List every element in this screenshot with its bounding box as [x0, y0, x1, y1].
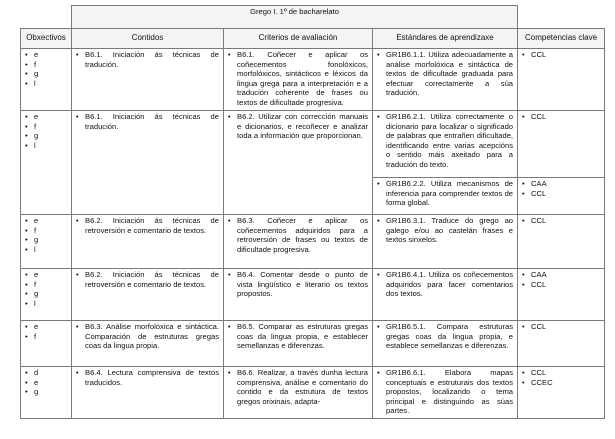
criteria [228, 216, 368, 254]
table-body [21, 49, 605, 419]
objectives-cell [21, 321, 72, 367]
bullet-icon: • [228, 270, 231, 279]
curriculum-table [20, 5, 605, 419]
list-item [25, 122, 67, 132]
list-item-text: CCL [531, 322, 547, 331]
criteria [228, 50, 368, 108]
content-text: B6.1. Iniciación ás técnicas de tradución. [85, 50, 219, 69]
list-item [25, 245, 67, 255]
bullet-icon: • [25, 289, 28, 299]
list-item [25, 378, 67, 388]
list-item-text: d [34, 368, 39, 377]
standard [377, 216, 513, 245]
objectives-list [25, 270, 67, 308]
content-text: B6.4. Lectura comprensiva de textos traducidos. [85, 368, 219, 387]
table-title: Grego I. 1º de bacharelato [72, 6, 518, 29]
list-item [25, 332, 67, 342]
contents-cell [72, 367, 224, 419]
list-item-text: l [34, 244, 36, 254]
list-item [228, 270, 368, 299]
list-item [228, 112, 368, 141]
bullet-icon: • [377, 322, 380, 331]
contents-cell [72, 321, 224, 367]
list-item-text: CCEC [531, 377, 553, 387]
header-objectives: Obxectivos [21, 29, 72, 49]
standard-text: GR1B6.5.1. Compara estruturas gregas coas da lingua propia, e establece semellanzas e diferenzas. [386, 322, 514, 351]
bullet-icon: • [76, 216, 79, 225]
list-item [522, 368, 600, 378]
bullet-icon: • [377, 112, 380, 121]
contents-cell [72, 49, 224, 111]
list-item [522, 270, 600, 280]
competences-cell [518, 269, 605, 321]
criteria-cell [224, 367, 373, 419]
competences-cell [518, 49, 605, 111]
standard-cell [373, 367, 518, 419]
list-item [25, 368, 67, 378]
bullet-icon: • [25, 270, 28, 279]
criteria-cell [224, 49, 373, 111]
list-item-text: f [34, 121, 37, 131]
list-item-text: g [34, 131, 39, 141]
standard [377, 322, 513, 351]
content-text: B6.2. Iniciación ás técnicas de retroversión e comentario de textos. [85, 270, 219, 289]
list-item [228, 50, 368, 108]
list-item [228, 368, 368, 406]
list-item [228, 322, 368, 351]
list-item [25, 226, 67, 236]
criteria-text: B6.3. Coñecer e aplicar os coñecementos adquiridos para a retroversión de frases ou textos de dificultade progresiva. [237, 216, 368, 254]
list-item-text: f [34, 331, 37, 341]
list-item [522, 112, 600, 122]
standard-cell [373, 49, 518, 111]
title-spacer [518, 6, 605, 29]
bullet-icon: • [377, 270, 380, 279]
list-item [25, 60, 67, 70]
list-item-text: CAA [531, 179, 547, 188]
list-item-text: CCL [531, 216, 547, 225]
bullet-icon: • [76, 112, 79, 121]
list-item-text: CCL [531, 112, 547, 121]
list-item [377, 322, 513, 351]
list-item-text: CCL [531, 188, 547, 198]
competences-list [522, 50, 600, 60]
bullet-icon: • [25, 244, 28, 254]
bullet-icon: • [76, 322, 79, 331]
header-criteria: Criterios de avaliación [224, 29, 373, 49]
list-item-text: CAA [531, 270, 547, 279]
competences-cell [518, 111, 605, 178]
list-item [25, 141, 67, 151]
content [76, 112, 219, 131]
competences-list [522, 368, 600, 387]
bullet-icon: • [377, 368, 380, 377]
bullet-icon: • [25, 112, 28, 121]
standard-text: GR1B6.6.1. Elabora mapas conceptuais e estruturais dos textos propostos, localizando o tema principal e distinguindo as súas partes. [386, 368, 514, 416]
objectives-list [25, 368, 67, 397]
competences-cell [518, 178, 605, 215]
bullet-icon: • [377, 50, 380, 59]
list-item [25, 387, 67, 397]
list-item-text: g [34, 387, 39, 397]
bullet-icon: • [25, 298, 28, 308]
list-item [76, 112, 219, 131]
criteria [228, 270, 368, 299]
bullet-icon: • [522, 188, 525, 198]
table-row [21, 321, 605, 367]
list-item [522, 189, 600, 199]
table-row [21, 215, 605, 269]
list-item-text: e [34, 50, 39, 59]
header-competences: Competencias clave [518, 29, 605, 49]
list-item [25, 270, 67, 280]
bullet-icon: • [228, 50, 231, 59]
competences-list [522, 112, 600, 122]
content [76, 50, 219, 69]
list-item-text: e [34, 377, 39, 387]
list-item [522, 378, 600, 388]
list-item [25, 112, 67, 122]
standard-text: GR1B6.4.1. Utiliza os coñecementos adquiridos para facer comentarios dos textos. [386, 270, 514, 299]
list-item [377, 368, 513, 416]
bullet-icon: • [522, 216, 525, 225]
list-item [25, 131, 67, 141]
bullet-icon: • [25, 50, 28, 59]
list-item-text: l [34, 140, 36, 150]
bullet-icon: • [25, 368, 28, 377]
list-item [522, 280, 600, 290]
bullet-icon: • [228, 112, 231, 121]
objectives-cell [21, 215, 72, 269]
bullet-icon: • [25, 140, 28, 150]
bullet-icon: • [25, 69, 28, 79]
list-item [377, 179, 513, 208]
criteria-cell [224, 269, 373, 321]
list-item [76, 216, 219, 235]
list-item [76, 368, 219, 387]
standard-text: GR1B6.2.1. Utiliza correctamente o dicionario para localizar o significado de palabras que entrañen dificultade, identificando entre varias acepcións o sentido máis axeitado para a tradución do texto. [386, 112, 514, 169]
content [76, 216, 219, 235]
bullet-icon: • [25, 121, 28, 131]
list-item [25, 322, 67, 332]
criteria [228, 322, 368, 351]
list-item-text: g [34, 289, 39, 299]
table-row [21, 111, 605, 178]
list-item [228, 216, 368, 254]
bullet-icon: • [228, 368, 231, 377]
header-contents: Contidos [72, 29, 224, 49]
bullet-icon: • [25, 377, 28, 387]
objectives-cell [21, 367, 72, 419]
objectives-cell [21, 111, 72, 215]
list-item-text: l [34, 298, 36, 308]
bullet-icon: • [25, 216, 28, 225]
list-item [377, 50, 513, 98]
bullet-icon: • [522, 377, 525, 387]
list-item-text: l [34, 78, 36, 88]
list-item [522, 179, 600, 189]
standard [377, 50, 513, 98]
list-item-text: CCL [531, 50, 547, 59]
list-item-text: f [34, 59, 37, 69]
objectives-list [25, 112, 67, 150]
standard-cell [373, 215, 518, 269]
list-item [522, 50, 600, 60]
list-item [76, 50, 219, 69]
table-row [21, 367, 605, 419]
bullet-icon: • [76, 368, 79, 377]
contents-cell [72, 215, 224, 269]
standard [377, 270, 513, 299]
criteria-cell [224, 215, 373, 269]
content [76, 322, 219, 351]
header-row [21, 29, 605, 49]
competences-cell [518, 321, 605, 367]
list-item-text: e [34, 216, 39, 225]
list-item [377, 216, 513, 245]
list-item-text: g [34, 69, 39, 79]
standard-cell [373, 178, 518, 215]
table-row [21, 49, 605, 111]
bullet-icon: • [25, 387, 28, 397]
content [76, 270, 219, 289]
bullet-icon: • [25, 331, 28, 341]
competences-list [522, 322, 600, 332]
bullet-icon: • [522, 368, 525, 377]
list-item [25, 235, 67, 245]
list-item [25, 79, 67, 89]
standard [377, 368, 513, 416]
objectives-list [25, 50, 67, 88]
standard-text: GR1B6.2.2. Utiliza mecanismos de inferencia para comprender textos de forma global. [386, 179, 514, 208]
list-item-text: e [34, 112, 39, 121]
list-item-text: e [34, 270, 39, 279]
objectives-cell [21, 49, 72, 111]
contents-cell [72, 111, 224, 215]
list-item [76, 270, 219, 289]
competences-cell [518, 367, 605, 419]
content-text: B6.1. Iniciación ás técnicas de tradución. [85, 112, 219, 131]
list-item [25, 216, 67, 226]
bullet-icon: • [25, 322, 28, 331]
criteria-text: B6.4. Comentar desde o punto de vista lingüístico e literario os textos propostos. [237, 270, 368, 299]
content-text: B6.2. Iniciación ás técnicas de retroversión e comentario de textos. [85, 216, 219, 235]
bullet-icon: • [76, 50, 79, 59]
bullet-icon: • [522, 112, 525, 121]
standard-text: GR1B6.1.1. Utiliza adecuadamente a análise morfolóxica e sintáctica de textos de dificultade graduada para efectuar correctamente a súa tradución. [386, 50, 514, 98]
bullet-icon: • [522, 179, 525, 188]
competences-cell [518, 215, 605, 269]
list-item-text: CCL [531, 279, 547, 289]
criteria-text: B6.1. Coñecer e aplicar os coñecementos fonolóxicos, morfolóxicos, sintácticos e léxicos da lingua grega para a interpretación e a tradución coherente de frases ou textos de dificultade progresiva. [237, 50, 368, 107]
standard [377, 179, 513, 208]
list-item-text: f [34, 225, 37, 235]
list-item [25, 69, 67, 79]
bullet-icon: • [25, 59, 28, 69]
list-item [377, 270, 513, 299]
bullet-icon: • [25, 279, 28, 289]
bullet-icon: • [25, 235, 28, 245]
standard-text: GR1B6.3.1. Traduce do grego ao galego e/ou ao castelán frases e textos sinxelos. [386, 216, 514, 245]
criteria-text: B6.2. Utilizar con corrección manuais e dicionarios, e recoñecer e analizar toda a información que proporcionan. [237, 112, 368, 141]
criteria-text: B6.5. Comparar as estruturas gregas coas da lingua propia, e establecer semellanzas e diferenzas. [237, 322, 368, 351]
bullet-icon: • [25, 131, 28, 141]
standard [377, 112, 513, 170]
bullet-icon: • [228, 322, 231, 331]
list-item-text: f [34, 279, 37, 289]
competences-list [522, 216, 600, 226]
standard-cell [373, 111, 518, 178]
list-item [25, 299, 67, 309]
objectives-cell [21, 269, 72, 321]
objectives-list [25, 322, 67, 341]
content-text: B6.3. Análise morfolóxica e sintáctica. Comparación de estruturas gregas coas da lingua propia. [85, 322, 219, 351]
competences-list [522, 270, 600, 289]
list-item [76, 322, 219, 351]
contents-cell [72, 269, 224, 321]
header-standards: Estándares de aprendizaxe [373, 29, 518, 49]
list-item [25, 50, 67, 60]
list-item-text: CCL [531, 368, 547, 377]
competences-list [522, 179, 600, 198]
bullet-icon: • [522, 50, 525, 59]
bullet-icon: • [25, 225, 28, 235]
content [76, 368, 219, 387]
list-item-text: e [34, 322, 39, 331]
table-row [21, 269, 605, 321]
bullet-icon: • [377, 179, 380, 188]
bullet-icon: • [522, 270, 525, 279]
standard-cell [373, 321, 518, 367]
criteria [228, 368, 368, 406]
bullet-icon: • [522, 279, 525, 289]
objectives-list [25, 216, 67, 254]
list-item [522, 216, 600, 226]
list-item [522, 322, 600, 332]
list-item [25, 289, 67, 299]
standard-cell [373, 269, 518, 321]
title-spacer [21, 6, 72, 29]
criteria [228, 112, 368, 141]
bullet-icon: • [228, 216, 231, 225]
bullet-icon: • [25, 78, 28, 88]
list-item-text: g [34, 235, 39, 245]
bullet-icon: • [522, 322, 525, 331]
criteria-text: B6.6. Realizar, a través dunha lectura comprensiva, análise e comentario do contido e da estrutura de textos gregos orixinais, adapta- [237, 368, 368, 406]
bullet-icon: • [377, 216, 380, 225]
bullet-icon: • [76, 270, 79, 279]
list-item [377, 112, 513, 170]
criteria-cell [224, 111, 373, 215]
criteria-cell [224, 321, 373, 367]
list-item [25, 280, 67, 290]
